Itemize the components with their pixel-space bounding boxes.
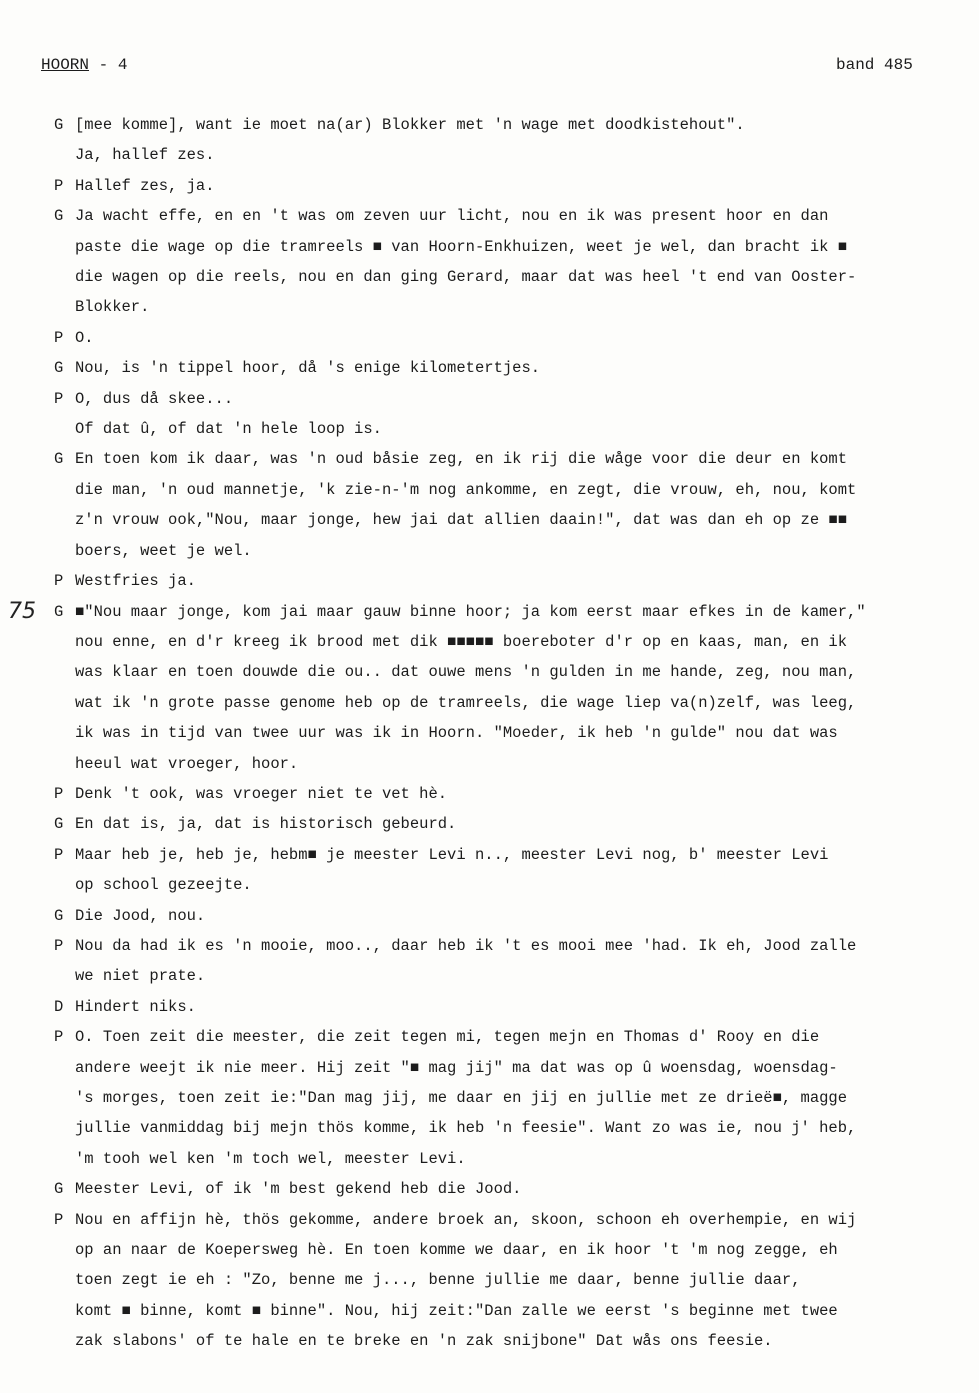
page-header-left	[41, 50, 127, 80]
turn-text	[75, 110, 974, 171]
transcript-body	[54, 110, 974, 1357]
text-line: Of dat û, of dat 'n hele loop is.	[75, 420, 382, 439]
transcript-turn	[54, 597, 974, 779]
speaker-label: P	[54, 845, 64, 864]
turn-text	[75, 597, 974, 779]
speaker-label: G	[54, 116, 64, 134]
speaker-label: P	[54, 784, 64, 803]
transcript-turn	[54, 171, 974, 201]
text-line: jullie vanmiddag bij mejn thös komme, ik heb 'n feesie". Want zo was ie, nou j' heb,	[75, 1119, 857, 1138]
text-line: nou enne, en d'r kreeg ik brood met dik ■■■■■ boereboter d'r op en kaas, man, en ik	[75, 632, 848, 651]
turn-text	[75, 779, 974, 809]
speaker-label: G	[54, 1180, 64, 1199]
speaker-label: G	[54, 450, 64, 469]
turn-text	[75, 809, 974, 839]
speaker-label: G	[54, 207, 64, 226]
speaker-label: P	[54, 1028, 64, 1047]
transcript-turn	[54, 201, 974, 323]
turn-text	[75, 201, 974, 323]
transcript-turn	[54, 323, 974, 353]
turn-text	[75, 901, 974, 931]
header-page-number: - 4	[89, 56, 128, 74]
text-line: 'm tooh wel ken 'm toch wel, meester Levi.	[75, 1149, 466, 1168]
speaker-label: G	[54, 359, 64, 378]
text-line: was klaar en toen douwde die ou.. dat ouwe mens 'n gulden in me hande, zeg, nou man,	[75, 663, 857, 682]
text-line: zak slabons' of te hale en te breke en 'n zak snijbone" Dat wås ons feesie.	[75, 1332, 773, 1351]
text-line: paste die wage op die tramreels ■ van Hoorn-Enkhuizen, weet je wel, dan bracht ik ■	[75, 237, 848, 256]
text-line: Denk 't ook, was vroeger niet te vet hè.	[75, 784, 448, 803]
text-line: Nou en affijn hè, thös gekomme, andere broek an, skoon, schoon eh overhempie, en wij	[75, 1210, 857, 1229]
text-line: die wagen op die reels, nou en dan ging Gerard, maar dat was heel 't end van Ooster-	[75, 268, 857, 287]
transcript-turn	[54, 353, 974, 383]
turn-text	[75, 444, 974, 566]
text-line: ■"Nou maar jonge, kom jai maar gauw binne hoor; ja kom eerst maar efkes in de kamer,"	[75, 602, 866, 621]
transcript-turn	[54, 444, 974, 566]
header-town: HOORN	[41, 56, 90, 74]
turn-text	[75, 171, 974, 201]
text-line: boers, weet je wel.	[75, 541, 252, 560]
transcript-turn	[54, 931, 974, 992]
text-line: komt ■ binne, komt ■ binne". Nou, hij zeit:"Dan zalle we eerst 's beginne met twee	[75, 1301, 838, 1320]
text-line: heeul wat vroeger, hoor.	[75, 754, 299, 773]
text-line: we niet prate.	[75, 967, 206, 986]
speaker-label: P	[54, 176, 64, 195]
text-line: Ja wacht effe, en en 't was om zeven uur licht, nou en ik was present hoor en dan	[75, 207, 829, 226]
text-line: Nou da had ik es 'n mooie, moo.., daar heb ik 't es mooi mee 'had. Ik eh, Jood zalle	[75, 936, 857, 955]
speaker-label: G	[54, 815, 64, 834]
text-line: op school gezeejte.	[75, 876, 252, 895]
turn-text	[75, 1174, 974, 1204]
turn-text	[75, 353, 974, 383]
text-line: O. Toen zeit die meester, die zeit tegen mi, tegen mejn en Thomas d' Rooy en die	[75, 1028, 820, 1047]
transcript-turn	[54, 992, 974, 1022]
transcript-turn	[54, 384, 974, 445]
speaker-label: P	[54, 572, 64, 591]
text-line: andere weejt ik nie meer. Hij zeit "■ mag jij" ma dat was op û woensdag, woensdag-	[75, 1058, 838, 1077]
transcript-turn	[54, 779, 974, 809]
text-line: Hindert niks.	[75, 997, 196, 1016]
turn-text	[75, 1022, 974, 1174]
turn-text	[75, 566, 974, 596]
text-line: op an naar de Koepersweg hè. En toen komme we daar, en ik hoor 't 'm nog zegge, eh	[75, 1241, 838, 1260]
turn-text	[75, 931, 974, 992]
text-line: Westfries ja.	[75, 572, 196, 591]
text-line: Maar heb je, heb je, hebm■ je meester Levi n.., meester Levi nog, b' meester Levi	[75, 845, 829, 864]
text-line: Hallef zes, ja.	[75, 176, 215, 195]
text-line: Meester Levi, of ik 'm best gekend heb die Jood.	[75, 1180, 522, 1199]
speaker-label: D	[54, 997, 64, 1016]
text-line: En toen kom ik daar, was 'n oud båsie zeg, en ik rij die wåge voor die deur en komt	[75, 450, 848, 469]
text-line: Nou, is 'n tippel hoor, då 's enige kilometertjes.	[75, 359, 541, 378]
transcript-turn	[54, 840, 974, 901]
speaker-label: P	[54, 1210, 64, 1229]
speaker-label: G	[54, 906, 64, 925]
text-line: z'n vrouw ook,"Nou, maar jonge, hew jai dat allien daain!", dat was dan eh op ze ■■	[75, 511, 848, 530]
text-line: wat ik 'n grote passe genome heb op de tramreels, die wage liep va(n)zelf, was leeg,	[75, 693, 857, 712]
text-line: En dat is, ja, dat is historisch gebeurd.	[75, 815, 457, 834]
text-line: [mee komme], want ie moet na(ar) Blokker met 'n wage met doodkistehout".	[75, 116, 745, 134]
text-line: 's morges, toen zeit ie:"Dan mag jij, me daar en jij en jullie met ze drieë■, magge	[75, 1089, 848, 1107]
text-line: O, dus då skee...	[75, 389, 234, 408]
turn-text	[75, 323, 974, 353]
text-line: Ja, hallef zes.	[75, 146, 215, 165]
transcript-turn	[54, 110, 974, 171]
margin-annotation: 75	[8, 599, 36, 624]
transcript-turn	[54, 566, 974, 596]
text-line: Blokker.	[75, 298, 150, 317]
transcript-turn	[54, 1205, 974, 1357]
speaker-label: G	[54, 602, 64, 621]
turn-text	[75, 840, 974, 901]
transcript-turn	[54, 1022, 974, 1174]
text-line: Die Jood, nou.	[75, 906, 206, 925]
speaker-label: P	[54, 936, 64, 955]
text-line: O.	[75, 328, 94, 347]
text-line: die man, 'n oud mannetje, 'k zie-n-'m nog ankomme, en zegt, die vrouw, eh, nou, komt	[75, 480, 857, 499]
transcript-turn	[54, 809, 974, 839]
speaker-label: P	[54, 328, 64, 347]
turn-text	[75, 1205, 974, 1357]
speaker-label: P	[54, 389, 64, 408]
turn-text	[75, 992, 974, 1022]
turn-text	[75, 384, 974, 445]
text-line: ik was in tijd van twee uur was ik in Hoorn. "Moeder, ik heb 'n gulde" nou dat was	[75, 724, 838, 743]
page-header-band: band 485	[836, 56, 913, 74]
transcript-turn	[54, 1174, 974, 1204]
transcript-turn	[54, 901, 974, 931]
text-line: toen zegt ie eh : "Zo, benne me j..., benne jullie me daar, benne jullie daar,	[75, 1271, 801, 1290]
